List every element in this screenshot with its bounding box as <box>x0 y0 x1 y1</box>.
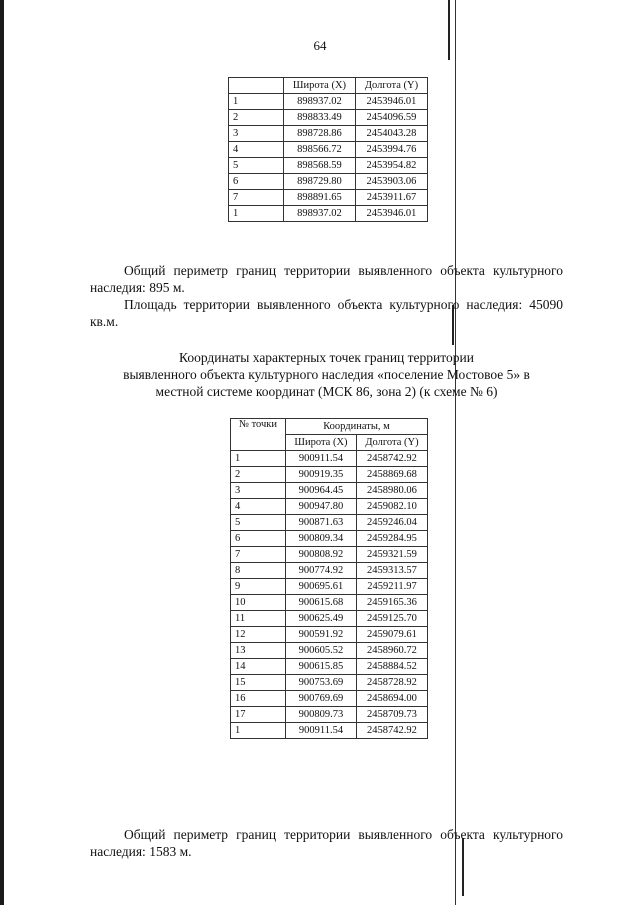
table-cell: 2459321.59 <box>356 547 427 563</box>
table-cell: 900625.49 <box>286 611 357 627</box>
table-cell: 2458884.52 <box>356 659 427 675</box>
table-cell: 898728.86 <box>284 126 356 142</box>
table-row <box>231 451 428 467</box>
table-cell: 900809.34 <box>286 531 357 547</box>
table-cell: 898891.65 <box>284 190 356 206</box>
table-cell: 4 <box>231 499 286 515</box>
table-row <box>229 110 428 126</box>
table-row <box>229 94 428 110</box>
table-row <box>231 563 428 579</box>
table-cell: 1 <box>231 723 286 739</box>
table-row <box>231 627 428 643</box>
area-paragraph: Площадь территории выявленного объекта культурного наследия: 45090 кв.м. <box>90 297 563 329</box>
table-row <box>231 483 428 499</box>
scan-artifact-line <box>455 0 456 905</box>
table-header-cell: Долгота (Y) <box>355 78 427 94</box>
table-row <box>229 190 428 206</box>
table-row <box>231 579 428 595</box>
table-cell: 2458980.06 <box>356 483 427 499</box>
table-header-cell: Координаты, м <box>286 419 428 435</box>
table-row <box>231 515 428 531</box>
table-cell: 900808.92 <box>286 547 357 563</box>
table-cell: 2458742.92 <box>356 451 427 467</box>
heading-line: выявленного объекта культурного наследия «поселение Мостовое 5» в <box>123 367 530 382</box>
table-cell: 2458728.92 <box>356 675 427 691</box>
table-cell: 2 <box>229 110 284 126</box>
table-cell: 2459246.04 <box>356 515 427 531</box>
table-header-cell: Широта (X) <box>286 435 357 451</box>
table-row <box>231 531 428 547</box>
table-cell: 900695.61 <box>286 579 357 595</box>
table-cell: 5 <box>231 515 286 531</box>
section-heading <box>90 349 563 400</box>
table-cell: 2459211.97 <box>356 579 427 595</box>
table-header-cell: Долгота (Y) <box>356 435 427 451</box>
coordinates-table-1 <box>228 77 428 222</box>
table-cell: 2453954.82 <box>355 158 427 174</box>
table-row <box>231 595 428 611</box>
table-cell: 2453911.67 <box>355 190 427 206</box>
table-cell: 898833.49 <box>284 110 356 126</box>
table-cell: 6 <box>231 531 286 547</box>
table-cell: 900911.54 <box>286 723 357 739</box>
table-cell: 900911.54 <box>286 451 357 467</box>
perimeter-paragraph-2: Общий периметр границ территории выявленного объекта культурного наследия: 1583 м. <box>90 827 563 859</box>
table-cell: 3 <box>231 483 286 499</box>
table-cell: 900769.69 <box>286 691 357 707</box>
table-cell: 2459082.10 <box>356 499 427 515</box>
table-row <box>231 611 428 627</box>
table-header-cell <box>229 78 284 94</box>
table-row <box>229 126 428 142</box>
table-cell: 900964.45 <box>286 483 357 499</box>
table-cell: 900809.73 <box>286 707 357 723</box>
table-cell: 900605.52 <box>286 643 357 659</box>
table-cell: 8 <box>231 563 286 579</box>
coordinates-table-2 <box>230 418 428 739</box>
table-cell: 1 <box>229 206 284 222</box>
perimeter-paragraph-1: Общий периметр границ территории выявленного объекта культурного наследия: 895 м. <box>90 263 563 295</box>
table-header-cell: Широта (X) <box>284 78 356 94</box>
table-cell: 10 <box>231 595 286 611</box>
table-cell: 7 <box>231 547 286 563</box>
heading-line: местной системе координат (МСК 86, зона 2) (к схеме № 6) <box>155 384 498 399</box>
table-cell: 2 <box>231 467 286 483</box>
table-cell: 11 <box>231 611 286 627</box>
table-cell: 16 <box>231 691 286 707</box>
table-cell: 4 <box>229 142 284 158</box>
table-cell: 6 <box>229 174 284 190</box>
table-cell: 898937.02 <box>284 94 356 110</box>
table-row <box>231 467 428 483</box>
table-cell: 2458694.00 <box>356 691 427 707</box>
table-cell: 12 <box>231 627 286 643</box>
table-row <box>229 158 428 174</box>
table-cell: 2453946.01 <box>355 206 427 222</box>
table-header-row <box>231 419 428 435</box>
table-row <box>229 142 428 158</box>
table-cell: 900615.85 <box>286 659 357 675</box>
table-cell: 898937.02 <box>284 206 356 222</box>
table-cell: 15 <box>231 675 286 691</box>
table-row <box>231 691 428 707</box>
table-header-cell: № точки <box>231 419 286 451</box>
table-cell: 2458709.73 <box>356 707 427 723</box>
table-cell: 14 <box>231 659 286 675</box>
table-cell: 2458742.92 <box>356 723 427 739</box>
table-row <box>231 707 428 723</box>
table-cell: 2459079.61 <box>356 627 427 643</box>
heading-line: Координаты характерных точек границ территории <box>179 350 474 365</box>
table-row <box>231 675 428 691</box>
table-row <box>231 499 428 515</box>
table-cell: 3 <box>229 126 284 142</box>
table-row <box>229 206 428 222</box>
table-cell: 900871.63 <box>286 515 357 531</box>
table-cell: 2459165.36 <box>356 595 427 611</box>
table-cell: 900774.92 <box>286 563 357 579</box>
table-cell: 900615.68 <box>286 595 357 611</box>
table-cell: 898729.80 <box>284 174 356 190</box>
table-row <box>231 659 428 675</box>
table-cell: 2458869.68 <box>356 467 427 483</box>
table-cell: 2459284.95 <box>356 531 427 547</box>
table-cell: 898568.59 <box>284 158 356 174</box>
table-cell: 2459313.57 <box>356 563 427 579</box>
table-row <box>231 547 428 563</box>
table-cell: 2453946.01 <box>355 94 427 110</box>
table-cell: 900919.35 <box>286 467 357 483</box>
table-cell: 2459125.70 <box>356 611 427 627</box>
table-cell: 2454043.28 <box>355 126 427 142</box>
table-cell: 1 <box>231 451 286 467</box>
page-number: 64 <box>313 38 327 53</box>
table-row <box>231 723 428 739</box>
scan-left-edge <box>0 0 4 905</box>
table-cell: 13 <box>231 643 286 659</box>
table-cell: 9 <box>231 579 286 595</box>
table-row <box>229 174 428 190</box>
table-row <box>231 643 428 659</box>
table-cell: 2458960.72 <box>356 643 427 659</box>
table-cell: 2453903.06 <box>355 174 427 190</box>
table-cell: 900591.92 <box>286 627 357 643</box>
table-cell: 900947.80 <box>286 499 357 515</box>
table-cell: 898566.72 <box>284 142 356 158</box>
table-cell: 17 <box>231 707 286 723</box>
table-cell: 5 <box>229 158 284 174</box>
table-cell: 7 <box>229 190 284 206</box>
table-cell: 1 <box>229 94 284 110</box>
table-cell: 2453994.76 <box>355 142 427 158</box>
table-cell: 900753.69 <box>286 675 357 691</box>
table-header-row <box>229 78 428 94</box>
table-cell: 2454096.59 <box>355 110 427 126</box>
